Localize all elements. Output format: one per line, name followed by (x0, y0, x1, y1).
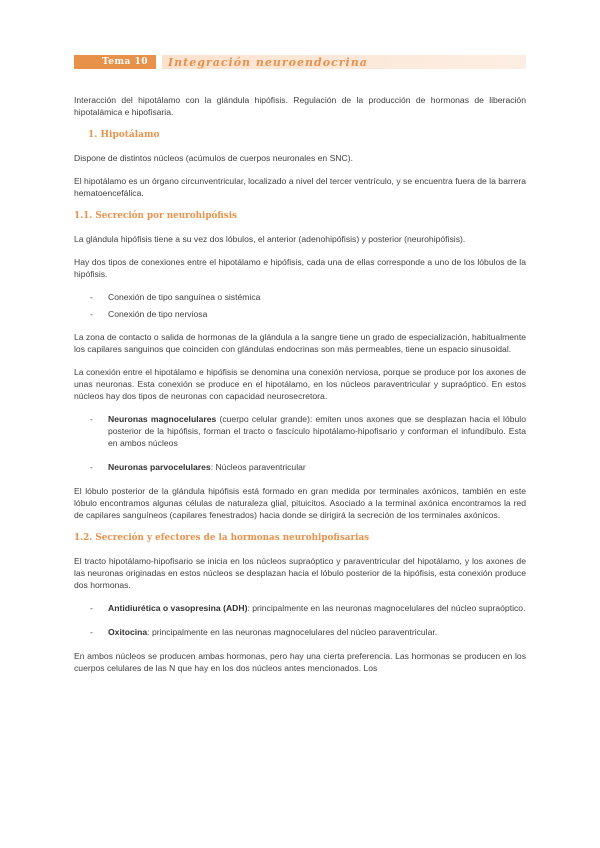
paragraph: La glándula hipófisis tiene a su vez dos lóbulos, el anterior (adenohipófisis) y posterior (neurohipófisis). (74, 234, 466, 244)
list-item: - Antidiurética o vasopresina (ADH): principalmente en las neuronas magnocelulares del núcleo supraóptico. (90, 603, 526, 613)
paragraph: Dispone de distintos núcleos (acúmulos de cuerpos neuronales en SNC). (74, 153, 353, 163)
list-item: - Neuronas parvocelulares: Núcleos paraventricular (90, 462, 306, 472)
page-header (74, 55, 526, 69)
paragraph: En ambos núcleos se producen ambas hormonas, pero hay una cierta preferencia. Las hormonas se producen en los cuerpos celulares de las N que hay en los dos núcleos antes mencionados. Los (74, 651, 526, 673)
heading-secrecion-neurohipofisis: 1.1. Secreción por neurohipófisis (74, 211, 237, 221)
paragraph: El tracto hipotálamo-hipofisario se inicia en los núcleos supraóptico y paraventricular del hipotálamo, y los axones de las neuronas originadas en estos núcleos se desplazan hacia el lóbulo posterior de la hipófisis, esta conexión produce dos hormonas. (74, 556, 526, 590)
paragraph: La zona de contacto o salida de hormonas de la glándula a la sangre tiene un grado de especialización, habitualmente los capilares sanguinos que coinciden con glándulas endocrinas son más permeables, tiene un espacio sinusoidal. (74, 332, 526, 354)
hormone-list (74, 602, 526, 638)
neuron-type-list (74, 413, 526, 473)
heading-secrecion-efectores: 1.2. Secreción y efectores de la hormonas neurohipofisarias (74, 533, 370, 543)
list-item: - Conexión de tipo nerviosa (90, 309, 208, 319)
paragraph: La conexión entre el hipotálamo e hipófisis se denomina una conexión nerviosa, porque se produce por los axones de unas neuronas. Esta conexión se produce en el hipotálamo, en los núcleos paraventricular y supraóptico. En estos núcleos hay dos tipos de neuronas con capacidad neurosecretora. (74, 367, 526, 401)
list-item: - Conexión de tipo sanguínea o sistémica (90, 292, 261, 302)
heading-hipotalamo: 1. Hipotálamo (88, 130, 160, 140)
topic-tag: Tema 10 (74, 55, 156, 69)
list-item: - Neuronas magnocelulares (cuerpo celular grande): emiten unos axones que se desplazan hacia el lóbulo posterior de la hipófisis, forman el tracto o fascículo hipotálamo-hipofisario y conforman el infundíbulo. Esta en ambos núcleos (90, 414, 526, 448)
topic-title: Integración neuroendocrina (162, 55, 526, 69)
paragraph: Hay dos tipos de conexiones entre el hipotálamo e hipófisis, cada una de ellas corresponde a uno de los lóbulos de la hipófisis. (74, 257, 526, 279)
connection-type-list (74, 291, 526, 320)
list-item: - Oxitocina: principalmente en las neuronas magnocelulares del núcleo paraventricular. (90, 627, 438, 637)
paragraph: El lóbulo posterior de la glándula hipófisis está formado en gran medida por terminales axónicos, también en este lóbulo encontramos algunas células de naturaleza glial, pituicitos. Asociado a la terminal axónica encontramos la red de capilares sanguíneos (capilares fenestrados) hacia donde se dirigirá la secreción de los terminales axónicos. (74, 486, 526, 520)
intro-paragraph: Interacción del hipotálamo con la glándula hipófisis. Regulación de la producción de hormonas de liberación hipotalámica e hipofisaria. (74, 95, 526, 117)
document-body (74, 94, 526, 685)
paragraph: El hipotálamo es un órgano circunventricular, localizado a nivel del tercer ventrículo, y se encuentra fuera de la barrera hematoencefálica. (74, 176, 526, 198)
